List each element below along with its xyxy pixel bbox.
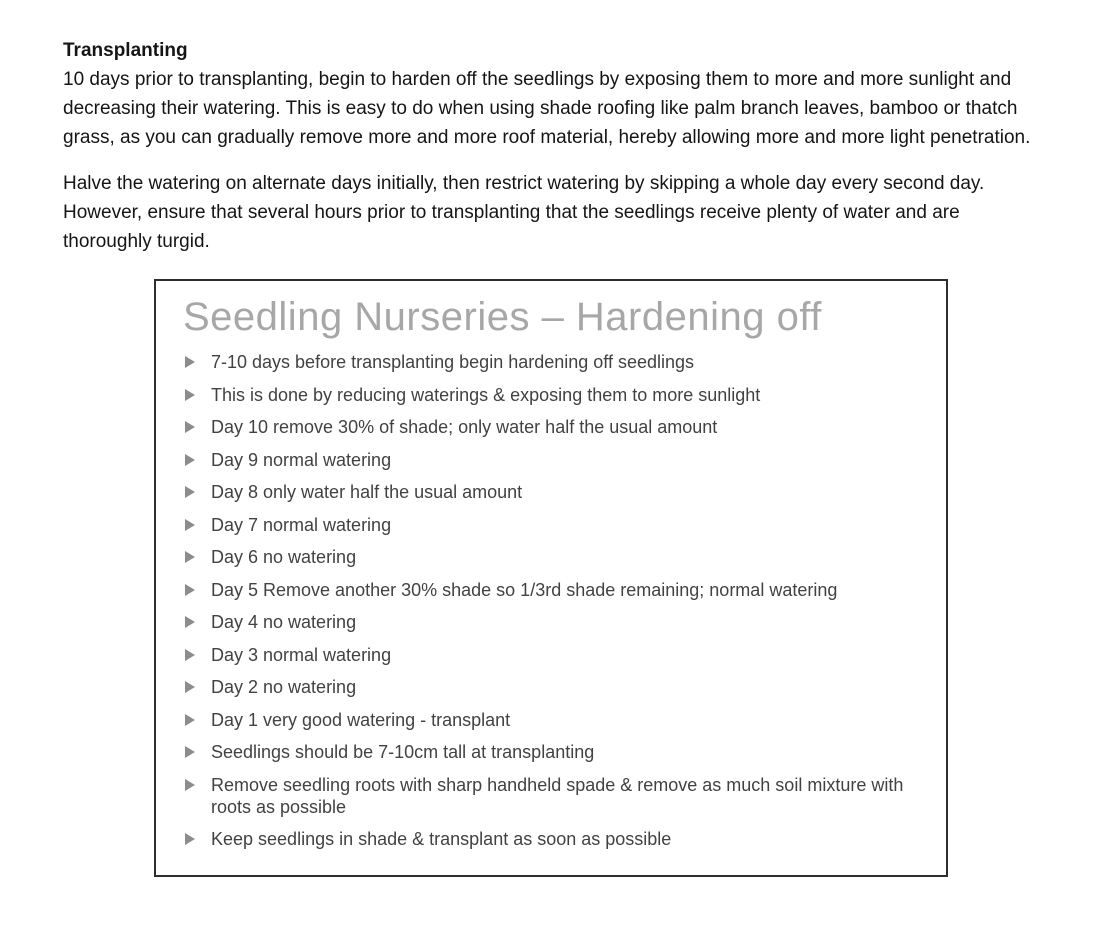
bullet-text: 7-10 days before transplanting begin hardening off seedlings [211,352,695,372]
triangle-bullet-icon [185,519,195,531]
bullet-text: Day 4 no watering [211,612,357,632]
section-heading: Transplanting [63,40,188,61]
bullet-item [183,611,922,633]
triangle-bullet-icon [185,551,195,563]
triangle-bullet-icon [185,389,195,401]
bullet-item [183,481,922,503]
bullet-item [183,676,922,698]
paragraph-watering-schedule: Halve the watering on alternate days initially, then restrict watering by skipping a whole day every second day. However, ensure that several hours prior to transplanting that the seedlings receive plenty of water and are thoroughly turgid. [63,173,985,252]
bullet-item [183,774,922,818]
bullet-text: Day 8 only water half the usual amount [211,482,523,502]
triangle-bullet-icon [185,486,195,498]
bullet-item [183,709,922,731]
bullet-text: Day 6 no watering [211,547,357,567]
triangle-bullet-icon [185,746,195,758]
bullet-item [183,579,922,601]
bullet-text: Day 10 remove 30% of shade; only water half the usual amount [211,417,718,437]
triangle-bullet-icon [185,421,195,433]
triangle-bullet-icon [185,584,195,596]
triangle-bullet-icon [185,454,195,466]
bullet-item [183,644,922,666]
bullet-text: Remove seedling roots with sharp handheld spade & remove as much soil mixture with roots as possible [211,774,904,817]
bullet-item [183,449,922,471]
bullet-text: Day 7 normal watering [211,514,392,535]
bullet-text: Day 3 normal watering [211,644,392,665]
bullet-text: Day 2 no watering [211,677,357,697]
triangle-bullet-icon [185,649,195,661]
bullet-text: Day 9 normal watering [211,449,392,470]
triangle-bullet-icon [185,833,195,845]
bullet-item [183,514,922,536]
bullet-text: This is done by reducing waterings & exposing them to more sunlight [211,384,761,405]
bullet-text: Seedlings should be 7-10cm tall at transplanting [211,742,595,762]
triangle-bullet-icon [185,779,195,791]
triangle-bullet-icon [185,714,195,726]
paragraph-hardening-off: 10 days prior to transplanting, begin to harden off the seedlings by exposing them to more and more sunlight and decreasing their watering. This is easy to do when using shade roofing like palm branch leaves, bamboo or thatch grass, as you can gradually remove more and more roof material, hereby allowing more and more light penetration. [63,69,1031,148]
bullet-item [183,828,922,850]
bullet-item [183,351,922,373]
bullet-text: Day 1 very good watering - transplant [211,709,511,730]
bullet-item [183,384,922,406]
bullet-item [183,416,922,438]
bullet-item [183,741,922,763]
triangle-bullet-icon [185,681,195,693]
embedded-slide-image [154,279,948,877]
slide-bullet-list [183,351,922,850]
triangle-bullet-icon [185,356,195,368]
bullet-text: Day 5 Remove another 30% shade so 1/3rd shade remaining; normal watering [211,579,838,600]
bullet-item [183,546,922,568]
bullet-text: Keep seedlings in shade & transplant as soon as possible [211,829,672,849]
triangle-bullet-icon [185,616,195,628]
slide-title: Seedling Nurseries – Hardening off [183,295,822,339]
